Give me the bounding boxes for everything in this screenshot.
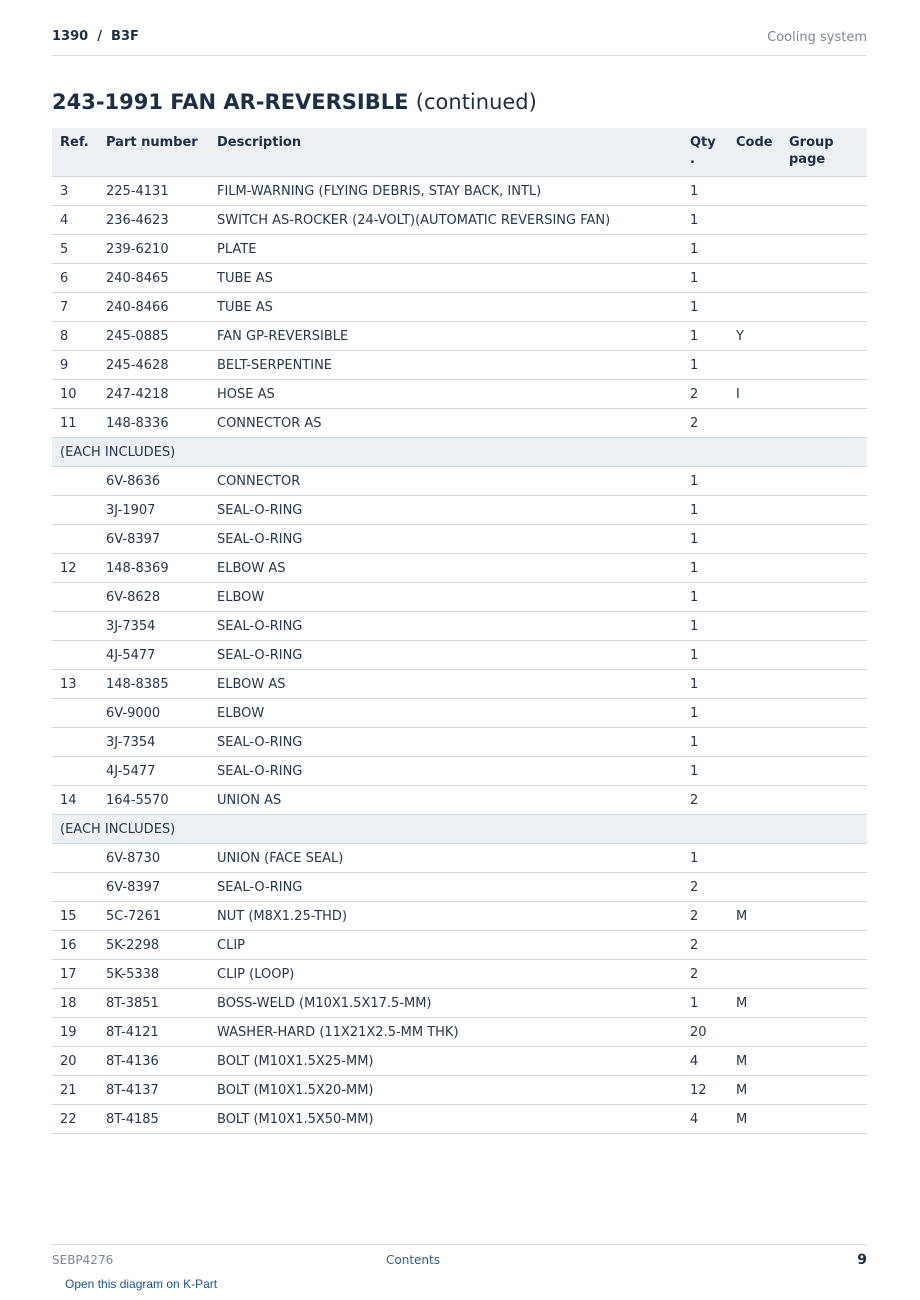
cell-ref: 9 xyxy=(52,351,98,380)
table-row xyxy=(52,873,867,902)
cell-ref: 14 xyxy=(52,786,98,815)
cell-part-number: 5C-7261 xyxy=(98,902,209,931)
cell-qty: 2 xyxy=(682,873,728,902)
table-row xyxy=(52,844,867,873)
table-row xyxy=(52,293,867,322)
header-ref: Ref. xyxy=(52,128,98,177)
cell-part-number: 4J-5477 xyxy=(98,641,209,670)
kpart-link[interactable]: Open this diagram on K-Part xyxy=(65,1277,218,1291)
section-label: Cooling system xyxy=(767,30,867,45)
cell-qty: 1 xyxy=(682,641,728,670)
cell-qty: 1 xyxy=(682,989,728,1018)
cell-group-page xyxy=(781,1076,867,1105)
cell-qty: 1 xyxy=(682,670,728,699)
page-header xyxy=(52,29,867,56)
table-row xyxy=(52,931,867,960)
cell-ref: 3 xyxy=(52,177,98,206)
table-row xyxy=(52,786,867,815)
cell-code xyxy=(728,931,781,960)
cell-part-number: 148-8336 xyxy=(98,409,209,438)
cell-qty: 1 xyxy=(682,844,728,873)
cell-description: PLATE xyxy=(209,235,682,264)
cell-qty: 1 xyxy=(682,699,728,728)
header-code: Code xyxy=(728,128,781,177)
table-row xyxy=(52,583,867,612)
cell-qty: 1 xyxy=(682,583,728,612)
cell-description: FILM-WARNING (FLYING DEBRIS, STAY BACK, INTL) xyxy=(209,177,682,206)
table-row xyxy=(52,322,867,351)
table-row xyxy=(52,1105,867,1134)
cell-part-number: 8T-4121 xyxy=(98,1018,209,1047)
table-row xyxy=(52,351,867,380)
cell-description: WASHER-HARD (11X21X2.5-MM THK) xyxy=(209,1018,682,1047)
cell-qty: 2 xyxy=(682,960,728,989)
parts-table xyxy=(52,128,867,1134)
group-row xyxy=(52,815,867,844)
cell-group-page xyxy=(781,786,867,815)
table-row xyxy=(52,235,867,264)
cell-code: I xyxy=(728,380,781,409)
group-label: (EACH INCLUDES) xyxy=(52,815,867,844)
header-part-number: Part number xyxy=(98,128,209,177)
cell-description: FAN GP-REVERSIBLE xyxy=(209,322,682,351)
cell-ref: 13 xyxy=(52,670,98,699)
cell-group-page xyxy=(781,960,867,989)
cell-qty: 1 xyxy=(682,525,728,554)
cell-part-number: 6V-9000 xyxy=(98,699,209,728)
table-row xyxy=(52,264,867,293)
cell-ref xyxy=(52,467,98,496)
cell-group-page xyxy=(781,264,867,293)
model-label: 1390 / B3F xyxy=(52,29,139,44)
cell-part-number: 8T-4136 xyxy=(98,1047,209,1076)
cell-ref: 8 xyxy=(52,322,98,351)
table-row xyxy=(52,612,867,641)
cell-part-number: 245-0885 xyxy=(98,322,209,351)
cell-description: CLIP (LOOP) xyxy=(209,960,682,989)
cell-part-number: 240-8465 xyxy=(98,264,209,293)
cell-part-number: 3J-7354 xyxy=(98,612,209,641)
cell-ref xyxy=(52,699,98,728)
cell-group-page xyxy=(781,322,867,351)
cell-part-number: 8T-3851 xyxy=(98,989,209,1018)
header-group-page: Group page xyxy=(781,128,867,177)
cell-ref xyxy=(52,873,98,902)
table-row xyxy=(52,699,867,728)
table-row xyxy=(52,380,867,409)
parts-table-body xyxy=(52,177,867,1134)
cell-part-number: 4J-5477 xyxy=(98,757,209,786)
page-title xyxy=(52,90,537,114)
cell-group-page xyxy=(781,554,867,583)
cell-group-page xyxy=(781,525,867,554)
cell-part-number: 245-4628 xyxy=(98,351,209,380)
table-row xyxy=(52,989,867,1018)
cell-code: M xyxy=(728,1076,781,1105)
cell-qty: 2 xyxy=(682,931,728,960)
cell-description: BOSS-WELD (M10X1.5X17.5-MM) xyxy=(209,989,682,1018)
cell-description: ELBOW AS xyxy=(209,670,682,699)
cell-code xyxy=(728,699,781,728)
cell-group-page xyxy=(781,989,867,1018)
cell-ref xyxy=(52,583,98,612)
table-row xyxy=(52,728,867,757)
cell-description: UNION AS xyxy=(209,786,682,815)
cell-qty: 2 xyxy=(682,409,728,438)
table-row xyxy=(52,496,867,525)
cell-description: UNION (FACE SEAL) xyxy=(209,844,682,873)
cell-group-page xyxy=(781,177,867,206)
cell-qty: 1 xyxy=(682,235,728,264)
cell-qty: 2 xyxy=(682,380,728,409)
cell-group-page xyxy=(781,699,867,728)
table-row xyxy=(52,1047,867,1076)
cell-description: CLIP xyxy=(209,931,682,960)
title-suffix: (continued) xyxy=(415,90,537,114)
cell-group-page xyxy=(781,583,867,612)
cell-qty: 1 xyxy=(682,554,728,583)
cell-description: TUBE AS xyxy=(209,264,682,293)
cell-code xyxy=(728,757,781,786)
cell-group-page xyxy=(781,641,867,670)
table-row xyxy=(52,757,867,786)
table-row xyxy=(52,641,867,670)
cell-ref: 7 xyxy=(52,293,98,322)
cell-part-number: 6V-8397 xyxy=(98,873,209,902)
cell-description: BOLT (M10X1.5X25-MM) xyxy=(209,1047,682,1076)
cell-ref xyxy=(52,525,98,554)
cell-ref: 10 xyxy=(52,380,98,409)
cell-ref xyxy=(52,728,98,757)
cell-code xyxy=(728,467,781,496)
cell-group-page xyxy=(781,293,867,322)
cell-group-page xyxy=(781,206,867,235)
cell-part-number: 148-8369 xyxy=(98,554,209,583)
footer-divider xyxy=(52,1244,867,1245)
cell-ref: 12 xyxy=(52,554,98,583)
cell-code: Y xyxy=(728,322,781,351)
cell-group-page xyxy=(781,351,867,380)
cell-qty: 1 xyxy=(682,496,728,525)
cell-code xyxy=(728,728,781,757)
table-header-row xyxy=(52,128,867,177)
cell-part-number: 8T-4137 xyxy=(98,1076,209,1105)
cell-description: SWITCH AS-ROCKER (24-VOLT)(AUTOMATIC REVERSING FAN) xyxy=(209,206,682,235)
cell-ref: 21 xyxy=(52,1076,98,1105)
cell-description: SEAL-O-RING xyxy=(209,641,682,670)
cell-code xyxy=(728,873,781,902)
cell-part-number: 6V-8628 xyxy=(98,583,209,612)
cell-code: M xyxy=(728,1105,781,1134)
cell-ref: 17 xyxy=(52,960,98,989)
cell-qty: 1 xyxy=(682,757,728,786)
cell-code xyxy=(728,670,781,699)
cell-description: HOSE AS xyxy=(209,380,682,409)
document-id: SEBP4276 xyxy=(52,1253,114,1267)
table-row xyxy=(52,1076,867,1105)
cell-description: BOLT (M10X1.5X50-MM) xyxy=(209,1105,682,1134)
cell-part-number: 6V-8397 xyxy=(98,525,209,554)
page-number: 9 xyxy=(857,1252,867,1268)
cell-qty: 1 xyxy=(682,467,728,496)
group-label: (EACH INCLUDES) xyxy=(52,438,867,467)
cell-code xyxy=(728,583,781,612)
cell-code xyxy=(728,525,781,554)
cell-ref: 19 xyxy=(52,1018,98,1047)
cell-ref: 18 xyxy=(52,989,98,1018)
cell-qty: 4 xyxy=(682,1105,728,1134)
table-row xyxy=(52,467,867,496)
cell-group-page xyxy=(781,844,867,873)
cell-group-page xyxy=(781,728,867,757)
cell-ref: 5 xyxy=(52,235,98,264)
cell-description: SEAL-O-RING xyxy=(209,525,682,554)
cell-description: ELBOW xyxy=(209,699,682,728)
table-row xyxy=(52,670,867,699)
cell-ref: 6 xyxy=(52,264,98,293)
cell-description: ELBOW AS xyxy=(209,554,682,583)
cell-qty: 2 xyxy=(682,902,728,931)
cell-qty: 1 xyxy=(682,612,728,641)
cell-part-number: 236-4623 xyxy=(98,206,209,235)
cell-part-number: 5K-5338 xyxy=(98,960,209,989)
cell-description: CONNECTOR AS xyxy=(209,409,682,438)
cell-qty: 20 xyxy=(682,1018,728,1047)
cell-code xyxy=(728,496,781,525)
cell-part-number: 247-4218 xyxy=(98,380,209,409)
cell-part-number: 148-8385 xyxy=(98,670,209,699)
cell-code xyxy=(728,264,781,293)
cell-description: BELT-SERPENTINE xyxy=(209,351,682,380)
cell-description: SEAL-O-RING xyxy=(209,757,682,786)
cell-part-number: 239-6210 xyxy=(98,235,209,264)
group-row xyxy=(52,438,867,467)
cell-qty: 1 xyxy=(682,728,728,757)
cell-group-page xyxy=(781,496,867,525)
cell-ref xyxy=(52,757,98,786)
cell-code xyxy=(728,960,781,989)
cell-group-page xyxy=(781,757,867,786)
cell-qty: 2 xyxy=(682,786,728,815)
cell-ref: 11 xyxy=(52,409,98,438)
cell-qty: 12 xyxy=(682,1076,728,1105)
cell-code xyxy=(728,641,781,670)
cell-code xyxy=(728,235,781,264)
table-row xyxy=(52,177,867,206)
cell-ref xyxy=(52,844,98,873)
table-row xyxy=(52,960,867,989)
cell-part-number: 240-8466 xyxy=(98,293,209,322)
title-main: 243-1991 FAN AR-REVERSIBLE xyxy=(52,90,409,114)
cell-ref xyxy=(52,641,98,670)
cell-qty: 1 xyxy=(682,351,728,380)
cell-part-number: 225-4131 xyxy=(98,177,209,206)
cell-ref: 20 xyxy=(52,1047,98,1076)
table-row xyxy=(52,902,867,931)
cell-description: SEAL-O-RING xyxy=(209,873,682,902)
cell-group-page xyxy=(781,873,867,902)
table-row xyxy=(52,206,867,235)
cell-ref: 22 xyxy=(52,1105,98,1134)
cell-group-page xyxy=(781,1047,867,1076)
cell-group-page xyxy=(781,1018,867,1047)
cell-code: M xyxy=(728,902,781,931)
cell-part-number: 6V-8730 xyxy=(98,844,209,873)
cell-qty: 4 xyxy=(682,1047,728,1076)
cell-group-page xyxy=(781,235,867,264)
cell-code: M xyxy=(728,989,781,1018)
cell-group-page xyxy=(781,902,867,931)
cell-group-page xyxy=(781,670,867,699)
cell-code: M xyxy=(728,1047,781,1076)
table-row xyxy=(52,409,867,438)
cell-description: ELBOW xyxy=(209,583,682,612)
cell-group-page xyxy=(781,612,867,641)
cell-ref xyxy=(52,496,98,525)
contents-link[interactable]: Contents xyxy=(386,1253,440,1267)
cell-code xyxy=(728,554,781,583)
cell-ref: 4 xyxy=(52,206,98,235)
cell-qty: 1 xyxy=(682,293,728,322)
cell-part-number: 3J-7354 xyxy=(98,728,209,757)
cell-code xyxy=(728,177,781,206)
cell-part-number: 5K-2298 xyxy=(98,931,209,960)
cell-group-page xyxy=(781,409,867,438)
cell-qty: 1 xyxy=(682,264,728,293)
cell-ref: 16 xyxy=(52,931,98,960)
cell-part-number: 8T-4185 xyxy=(98,1105,209,1134)
cell-group-page xyxy=(781,931,867,960)
cell-description: NUT (M8X1.25-THD) xyxy=(209,902,682,931)
table-row xyxy=(52,1018,867,1047)
cell-code xyxy=(728,351,781,380)
cell-code xyxy=(728,844,781,873)
cell-code xyxy=(728,409,781,438)
cell-code xyxy=(728,786,781,815)
cell-code xyxy=(728,1018,781,1047)
cell-part-number: 3J-1907 xyxy=(98,496,209,525)
cell-part-number: 164-5570 xyxy=(98,786,209,815)
cell-code xyxy=(728,206,781,235)
cell-qty: 1 xyxy=(682,177,728,206)
table-row xyxy=(52,525,867,554)
cell-ref xyxy=(52,612,98,641)
cell-description: SEAL-O-RING xyxy=(209,612,682,641)
cell-group-page xyxy=(781,467,867,496)
cell-code xyxy=(728,612,781,641)
header-description: Description xyxy=(209,128,682,177)
cell-description: BOLT (M10X1.5X20-MM) xyxy=(209,1076,682,1105)
header-qty: Qty . xyxy=(682,128,728,177)
cell-description: TUBE AS xyxy=(209,293,682,322)
cell-code xyxy=(728,293,781,322)
cell-description: CONNECTOR xyxy=(209,467,682,496)
cell-qty: 1 xyxy=(682,322,728,351)
cell-qty: 1 xyxy=(682,206,728,235)
cell-part-number: 6V-8636 xyxy=(98,467,209,496)
table-row xyxy=(52,554,867,583)
cell-description: SEAL-O-RING xyxy=(209,728,682,757)
cell-group-page xyxy=(781,380,867,409)
cell-ref: 15 xyxy=(52,902,98,931)
cell-description: SEAL-O-RING xyxy=(209,496,682,525)
cell-group-page xyxy=(781,1105,867,1134)
